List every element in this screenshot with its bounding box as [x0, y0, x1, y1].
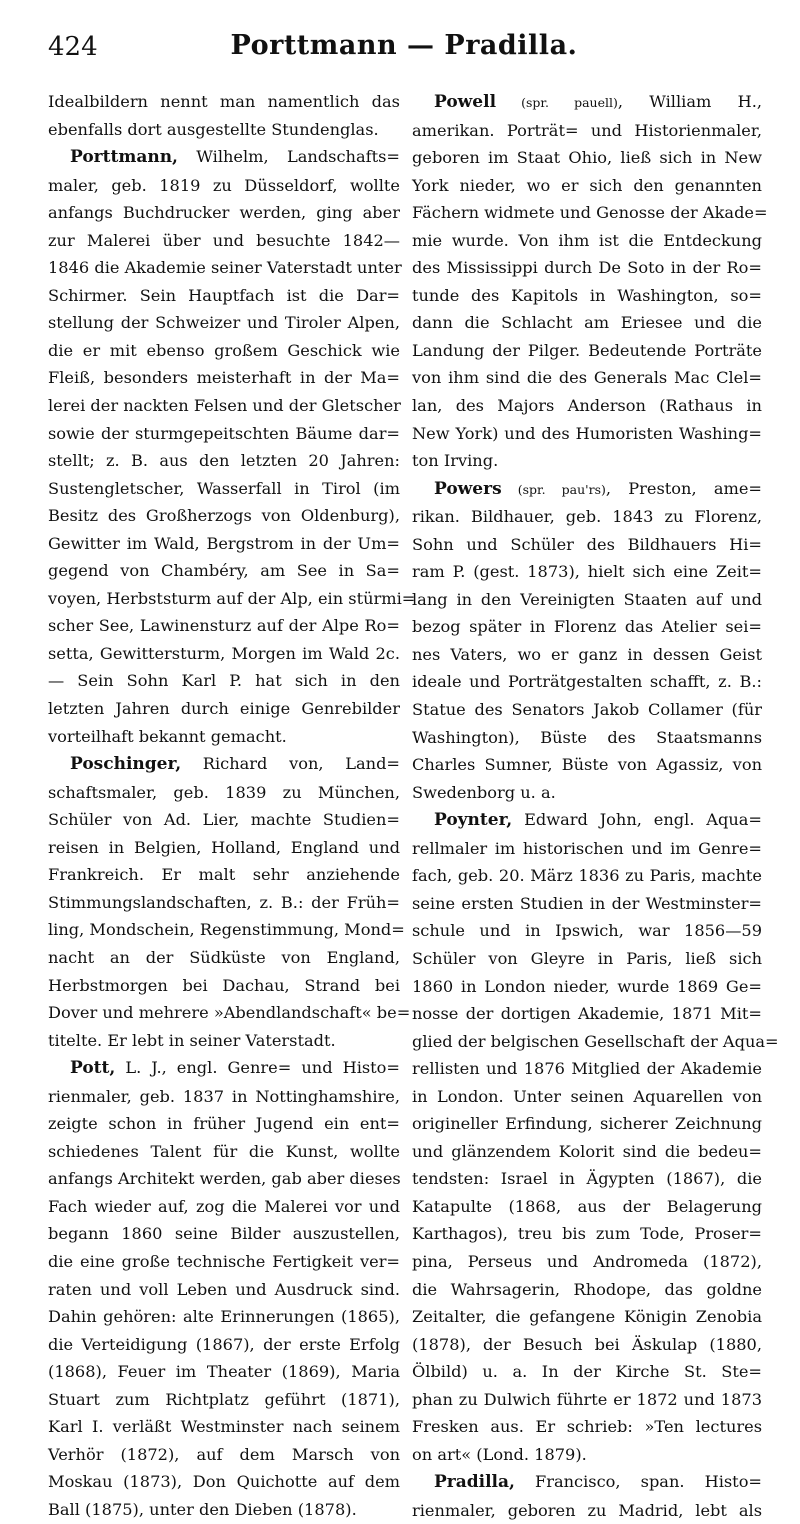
text-line: scher See, Lawinensturz auf der Alpe Ro=: [48, 616, 400, 636]
text-line: rienmaler, geb. 1837 in Nottinghamshire,: [48, 1086, 400, 1106]
text-line: pina, Perseus und Andromeda (1872),: [412, 1251, 762, 1271]
text-line: und glänzendem Kolorit sind die bedeu=: [412, 1141, 762, 1161]
text-line: on art« (Lond. 1879).: [412, 1444, 587, 1464]
text-line: schule und in Ipswich, war 1856—59: [412, 921, 762, 941]
text-line: fach, geb. 20. März 1836 zu Paris, machte: [412, 866, 762, 886]
text-line: rienmaler, geboren zu Madrid, lebt als: [412, 1500, 762, 1520]
text-line: 1860 in London nieder, wurde 1869 Ge=: [412, 976, 762, 996]
text-line: sowie der sturmgepeitschten Bäume dar=: [48, 423, 400, 443]
text-line: nes Vaters, wo er ganz in dessen Geist: [412, 644, 762, 664]
text-line: Herbstmorgen bei Dachau, Strand bei: [48, 975, 400, 995]
text-line: schaftsmaler, geb. 1839 zu München,: [48, 782, 400, 802]
page-number: 424: [48, 32, 98, 62]
entry-headword: Poynter,: [434, 810, 513, 831]
text-line: Gewitter im Wald, Bergstrom in der Um=: [48, 533, 400, 553]
text-line: die eine große technische Fertigkeit ver=: [48, 1251, 400, 1271]
text-line: Stimmungslandschaften, z. B.: der Früh=: [48, 892, 400, 912]
text-line: ram P. (gest. 1873), hielt sich eine Zeit=: [412, 562, 762, 582]
text-line: Landung der Pilger. Bedeutende Porträte: [412, 340, 762, 360]
text-line: Statue des Senators Jakob Collamer (für: [412, 700, 762, 720]
text-line: Sustengletscher, Wasserfall in Tirol (im: [48, 478, 400, 498]
text-line: Katapulte (1868, aus der Belagerung: [412, 1196, 762, 1216]
entry-first-line: [48, 1054, 400, 1083]
right-column: [412, 88, 779, 1520]
entry-first-line-text: , William H.,: [617, 92, 762, 111]
text-line: New York) und des Humoristen Washing=: [412, 423, 762, 443]
entry-first-line-text: Edward John, engl. Aqua=: [512, 810, 762, 830]
text-line: Swedenborg u. a.: [412, 782, 556, 802]
entry-headword: Poschinger,: [70, 754, 182, 775]
text-line: Zeitalter, die gefangene Königin Zenobia: [412, 1307, 762, 1327]
text-line: ebenfalls dort ausgestellte Stundenglas.: [48, 119, 379, 139]
text-line: glied der belgischen Gesellschaft der Aqua=: [412, 1031, 779, 1051]
text-line: titelte. Er lebt in seiner Vaterstadt.: [48, 1030, 336, 1050]
pronunciation-note: (spr. pauell): [496, 95, 618, 110]
text-line: Dover und mehrere »Abendlandschaft« be=: [48, 1003, 411, 1023]
text-line: phan zu Dulwich führte er 1872 und 1873: [412, 1389, 762, 1409]
entry-first-line-text: Francisco, span. Histo=: [514, 1472, 762, 1492]
text-line: Frankreich. Er malt sehr anziehende: [48, 865, 400, 885]
text-line: mie wurde. Von ihm ist die Entdeckung: [412, 230, 762, 250]
text-line: Schüler von Gleyre in Paris, ließ sich: [412, 948, 762, 968]
entry-first-line: [412, 88, 762, 117]
text-line: reisen in Belgien, Holland, England und: [48, 837, 400, 857]
text-line: York nieder, wo er sich den genannten: [412, 175, 762, 195]
text-line: amerikan. Porträt= und Historienmaler,: [412, 120, 762, 140]
text-line: stellt; z. B. aus den letzten 20 Jahren:: [48, 451, 400, 471]
text-line: Karl I. verläßt Westminster nach seinem: [48, 1417, 400, 1437]
entry-first-line-text: Richard von, Land=: [181, 754, 400, 774]
text-line: Fleiß, besonders meisterhaft in der Ma=: [48, 368, 400, 388]
text-line: anfangs Architekt werden, gab aber dieses: [48, 1169, 401, 1189]
text-line: rellmaler im historischen und im Genre=: [412, 838, 762, 858]
entry-first-line: [48, 750, 400, 779]
text-line: stellung der Schweizer und Tiroler Alpen,: [48, 313, 400, 333]
entry-first-line-text: , Preston, ame=: [605, 478, 762, 498]
text-line: zeigte schon in früher Jugend ein ent=: [48, 1114, 400, 1134]
entry-headword: Powell: [434, 92, 497, 112]
text-line: Ölbild) u. a. In der Kirche St. Ste=: [412, 1362, 762, 1382]
text-line: die Verteidigung (1867), der erste Erfolg: [48, 1334, 400, 1354]
text-line: nosse der dortigen Akademie, 1871 Mit=: [412, 1004, 762, 1024]
text-line: Fresken aus. Er schrieb: »Ten lectures: [412, 1417, 762, 1437]
text-line: setta, Gewittersturm, Morgen im Wald 2c.: [48, 643, 400, 663]
text-line: dann die Schlacht am Eriesee und die: [412, 313, 762, 333]
text-line: ideale und Porträtgestalten schafft, z. B.:: [412, 672, 762, 692]
text-line: lan, des Majors Anderson (Rathaus in: [412, 396, 762, 416]
text-line: Moskau (1873), Don Quichotte auf dem: [48, 1472, 400, 1492]
text-line: (1868), Feuer im Theater (1869), Maria: [48, 1362, 400, 1382]
text-line: Verhör (1872), auf dem Marsch von: [48, 1444, 400, 1464]
text-line: 1846 die Akademie seiner Vaterstadt unter: [48, 258, 402, 278]
text-line: Fach wieder auf, zog die Malerei vor und: [48, 1196, 400, 1216]
entry-first-line: [412, 475, 762, 504]
text-line: Karthagos), treu bis zum Tode, Proser=: [412, 1224, 762, 1244]
text-line: Stuart zum Richtplatz geführt (1871),: [48, 1389, 400, 1409]
entry-first-line: [412, 806, 762, 835]
text-line: maler, geb. 1819 zu Düsseldorf, wollte: [48, 175, 400, 195]
text-line: tunde des Kapitols in Washington, so=: [412, 285, 762, 305]
text-line: (1878), der Besuch bei Äskulap (1880,: [412, 1334, 762, 1354]
text-line: in London. Unter seinen Aquarellen von: [412, 1086, 762, 1106]
text-line: ton Irving.: [412, 451, 499, 471]
text-line: Sohn und Schüler des Bildhauers Hi=: [412, 534, 762, 554]
text-line: anfangs Buchdrucker werden, ging aber: [48, 203, 400, 223]
text-line: gegend von Chambéry, am See in Sa=: [48, 561, 400, 581]
entry-first-line-text: L. J., engl. Genre= und Histo=: [115, 1058, 400, 1078]
text-line: Idealbildern nennt man namentlich das: [48, 92, 400, 111]
running-head: Porttmann — Pradilla.: [230, 30, 578, 61]
text-line: von ihm sind die des Generals Mac Clel=: [412, 368, 762, 388]
entry-headword: Powers: [434, 478, 502, 499]
entry-first-line: [412, 1468, 762, 1497]
text-line: raten und voll Leben und Ausdruck sind.: [48, 1279, 400, 1299]
text-line: tendsten: Israel in Ägypten (1867), die: [412, 1169, 762, 1189]
text-line: Charles Sumner, Büste von Agassiz, von: [412, 755, 762, 775]
text-line: rikan. Bildhauer, geb. 1843 zu Florenz,: [412, 507, 762, 527]
left-column: [48, 88, 416, 1519]
text-line: begann 1860 seine Bilder auszustellen,: [48, 1224, 400, 1244]
entry-headword: Pott,: [70, 1058, 116, 1079]
text-line: Schirmer. Sein Hauptfach ist die Dar=: [48, 285, 400, 305]
text-line: des Mississippi durch De Soto in der Ro=: [412, 258, 762, 278]
entry-first-line: [48, 143, 400, 172]
page-header: [48, 28, 760, 72]
text-line: origineller Erfindung, sicherer Zeichnung: [412, 1114, 762, 1134]
entry-first-line-text: Wilhelm, Landschafts=: [177, 147, 400, 167]
text-line: Schüler von Ad. Lier, machte Studien=: [48, 810, 400, 830]
text-line: Besitz des Großherzogs von Oldenburg),: [48, 506, 400, 526]
text-line: voyen, Herbststurm auf der Alp, ein stürmi=: [48, 588, 416, 608]
text-line: letzten Jahren durch einige Genrebilder: [48, 699, 400, 719]
text-line: nacht an der Südküste von England,: [48, 947, 400, 967]
text-line: Ball (1875), unter den Dieben (1878).: [48, 1499, 357, 1519]
text-line: bezog später in Florenz das Atelier sei=: [412, 617, 762, 637]
text-line: Fächern widmete und Genosse der Akade=: [412, 203, 768, 223]
text-line: seine ersten Studien in der Westminster=: [412, 893, 762, 913]
text-line: die er mit ebenso großem Geschick wie: [48, 340, 400, 360]
pronunciation-note: (spr. pau'rs): [501, 481, 606, 497]
text-line: schiedenes Talent für die Kunst, wollte: [48, 1141, 400, 1161]
text-line: — Sein Sohn Karl P. hat sich in den: [48, 671, 400, 691]
text-line: rellisten und 1876 Mitglied der Akademie: [412, 1059, 762, 1079]
text-line: lerei der nackten Felsen und der Gletscher: [48, 396, 401, 416]
text-line: geboren im Staat Ohio, ließ sich in New: [412, 148, 762, 168]
text-line: die Wahrsagerin, Rhodope, das goldne: [412, 1279, 762, 1299]
text-line: ling, Mondschein, Regenstimmung, Mond=: [48, 920, 405, 940]
text-line: zur Malerei über und besuchte 1842—: [48, 230, 400, 250]
entry-headword: Pradilla,: [434, 1472, 515, 1493]
text-line: lang in den Vereinigten Staaten auf und: [412, 589, 762, 609]
entry-headword: Porttmann,: [70, 147, 178, 168]
text-line: vorteilhaft bekannt gemacht.: [48, 726, 287, 746]
text-line: Dahin gehören: alte Erinnerungen (1865),: [48, 1307, 400, 1327]
text-line: Washington), Büste des Staatsmanns: [412, 727, 762, 747]
